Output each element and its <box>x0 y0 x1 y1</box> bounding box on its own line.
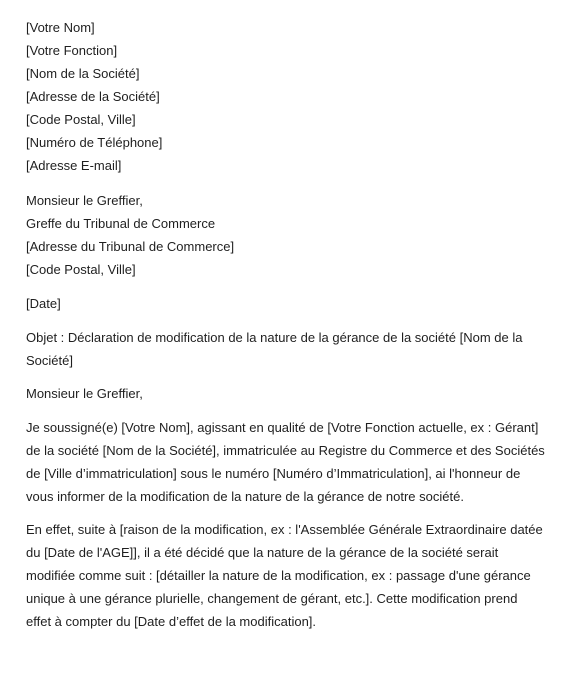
letter-paragraph-1: Je soussigné(e) [Votre Nom], agissant en qualité de [Votre Fonction actuelle, ex : Gérant] de la société [Nom de la Société], immatriculée au Registre du Commerce et des Sociétés de [Ville d’immatriculation] sous le numéro [Numéro d’Immatriculation], ai l'honneur de vous informer de la modification de la nature de la gérance de notre société. <box>26 420 545 504</box>
date-block <box>26 292 545 315</box>
recipient-block <box>26 189 545 281</box>
recipient-office: Greffe du Tribunal de Commerce <box>26 216 216 231</box>
sender-phone: [Numéro de Téléphone] <box>26 135 163 150</box>
recipient-address: [Adresse du Tribunal de Commerce] <box>26 239 235 254</box>
sender-company: [Nom de la Société] <box>26 66 140 81</box>
recipient-title: Monsieur le Greffier, <box>26 193 143 208</box>
recipient-postal-city: [Code Postal, Ville] <box>26 262 136 277</box>
sender-block <box>26 16 545 177</box>
letter-salutation: Monsieur le Greffier, <box>26 386 143 401</box>
sender-function: [Votre Fonction] <box>26 43 118 58</box>
letter-date: [Date] <box>26 296 61 311</box>
sender-name: [Votre Nom] <box>26 20 95 35</box>
sender-postal-city: [Code Postal, Ville] <box>26 112 136 127</box>
letter-paragraph-2: En effet, suite à [raison de la modification, ex : l'Assemblée Générale Extraordinaire datée du [Date de l'AGE]], il a été décidé que la nature de la gérance de la société serait modifiée comme suit : [détailler la nature de la modification, ex : passage d'une gérance unique à une gérance plurielle, changement de gérant, etc.]. Cette modification prend effet à compter du [Date d’effet de la modification]. <box>26 522 543 629</box>
letter-object: Objet : Déclaration de modification de la nature de la gérance de la société [Nom de la Société] <box>26 330 523 368</box>
sender-email: [Adresse E-mail] <box>26 158 122 173</box>
sender-company-address: [Adresse de la Société] <box>26 89 160 104</box>
